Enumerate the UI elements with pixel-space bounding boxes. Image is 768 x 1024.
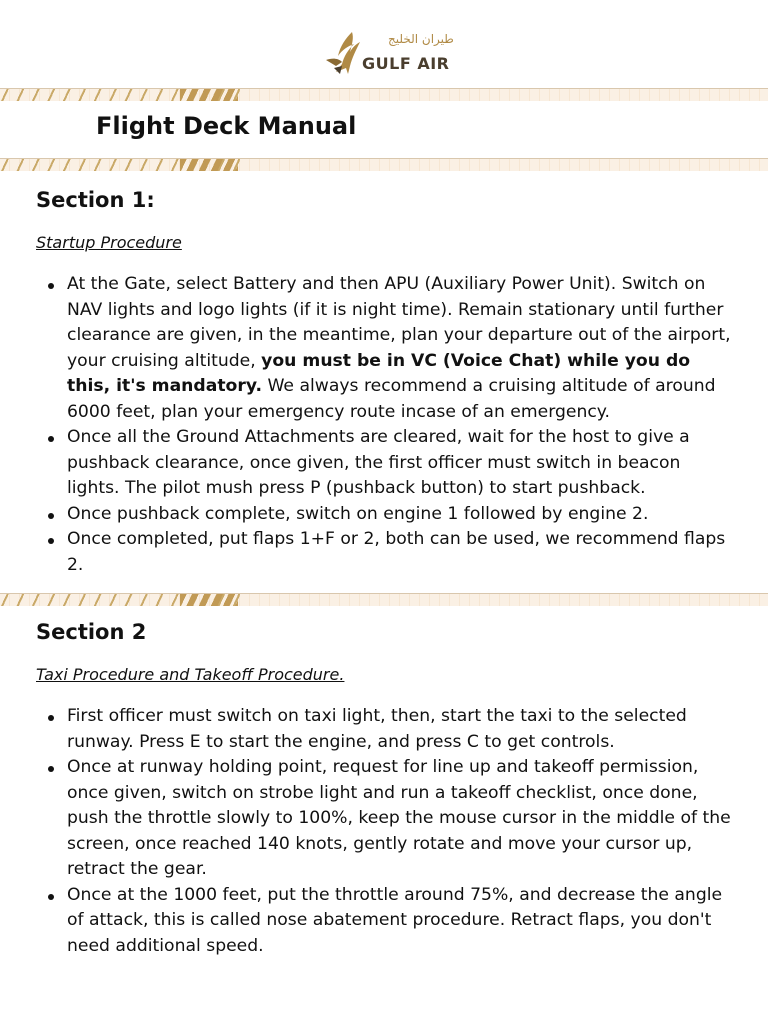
section-1-title: Section 1: bbox=[36, 188, 155, 212]
list-item: Once at the 1000 feet, put the throttle around 75%, and decrease the angle of attack, this is called nose abatement procedure. Retract flaps, you don't need additional speed. bbox=[36, 883, 736, 960]
document-title: Flight Deck Manual bbox=[96, 112, 357, 140]
decorative-band bbox=[0, 158, 768, 171]
list-item: Once all the Ground Attachments are cleared, wait for the host to give a pushback clearance, once given, the first officer must switch in beacon lights. The pilot mush press P (pushback button) to start pushback. bbox=[36, 425, 736, 502]
decorative-band bbox=[0, 88, 768, 101]
section-1-subtitle: Startup Procedure bbox=[36, 233, 182, 252]
section-2-steps bbox=[36, 704, 736, 959]
section-2-subtitle: Taxi Procedure and Takeoff Procedure. bbox=[36, 665, 345, 684]
section-2-title: Section 2 bbox=[36, 620, 147, 644]
gulf-air-logo bbox=[322, 30, 452, 76]
list-item: Once at runway holding point, request for line up and takeoff permission, once given, switch on strobe light and run a takeoff checklist, once done, push the throttle slowly to 100%, keep the mouse cursor in the middle of the screen, once reached 140 knots, gently rotate and move your cursor up, retract the gear. bbox=[36, 755, 736, 883]
list-item: At the Gate, select Battery and then APU (Auxiliary Power Unit). Switch on NAV lights and logo lights (if it is night time). Remain stationary until further clearance are given, in the meantime, plan your departure out of the airport, your cruising altitude, you must be in VC (Voice Chat) while you do this, it's mandatory. We always recommend a cruising altitude of around 6000 feet, plan your emergency route incase of an emergency. bbox=[36, 272, 736, 425]
list-item: Once completed, put flaps 1+F or 2, both can be used, we recommend flaps 2. bbox=[36, 527, 736, 578]
logo-english-text: GULF AIR bbox=[362, 54, 450, 73]
mandatory-note: you must be in VC (Voice Chat) while you do this, it's mandatory. bbox=[67, 350, 691, 396]
list-item: First officer must switch on taxi light, then, start the taxi to the selected runway. Press E to start the engine, and press C to get controls. bbox=[36, 704, 736, 755]
section-1-steps bbox=[36, 272, 736, 578]
falcon-icon bbox=[322, 30, 362, 76]
logo-arabic-text: طيران الخليج bbox=[388, 32, 454, 46]
list-item: Once pushback complete, switch on engine 1 followed by engine 2. bbox=[36, 502, 736, 528]
decorative-band bbox=[0, 593, 768, 606]
